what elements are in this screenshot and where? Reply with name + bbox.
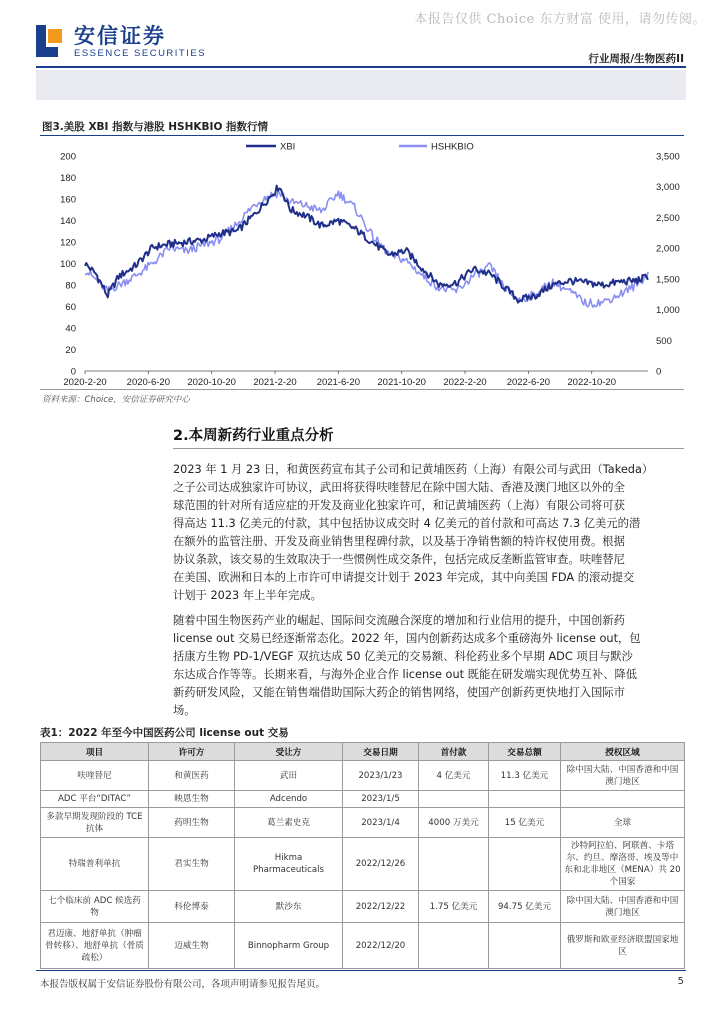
- x-tick-label: 2021-10-20: [377, 377, 426, 388]
- figure-source: 资料来源：Choice，安信证券研究中心: [42, 395, 190, 405]
- section-divider: [173, 448, 684, 449]
- paragraph-license-out-trend: [173, 612, 684, 720]
- cell-project: 多款早期发现阶段的 TCE 抗体: [41, 808, 149, 838]
- y-left-tick-label: 0: [70, 366, 76, 378]
- paragraph-line: 在美国、欧洲和日本的上市许可申请提交计划于 2023 年完成，其中向美国 FDA 的滚动提交: [173, 571, 635, 584]
- header-licensor: 许可方: [149, 743, 235, 761]
- cell-region: 除中国大陆、中国香港和中国澳门地区: [561, 761, 685, 791]
- table-row: [41, 923, 685, 969]
- cell-total: [489, 838, 561, 891]
- footer-disclaimer: 本报告版权属于安信证券股份有限公司，各项声明请参见报告尾页。: [40, 979, 326, 990]
- cell-upfront: 4 亿美元: [419, 761, 489, 791]
- cell-licensee: 葛兰素史克: [235, 808, 343, 838]
- y-right-tick-label: 3,000: [656, 182, 680, 194]
- cell-total: 11.3 亿美元: [489, 761, 561, 791]
- cell-upfront: 1.75 亿美元: [419, 891, 489, 923]
- cell-date: 2022/12/20: [343, 923, 419, 969]
- cell-total: [489, 923, 561, 969]
- y-left-tick-label: 180: [60, 173, 76, 184]
- y-right-tick-label: 500: [656, 335, 672, 347]
- cell-total: 15 亿美元: [489, 808, 561, 838]
- header-upfront: 首付款: [419, 743, 489, 761]
- cell-region: 俄罗斯和欧亚经济联盟国家地区: [561, 923, 685, 969]
- cell-date: 2023/1/4: [343, 808, 419, 838]
- paragraph-line: 括康方生物 PD-1/VEGF 双抗达成 50 亿美元的交易额、科伦药业多个早期 ADC 项目与默沙: [173, 650, 633, 663]
- table-header-row: [41, 743, 685, 761]
- y-left-tick-label: 20: [65, 345, 76, 356]
- y-left-tick-label: 80: [65, 280, 76, 292]
- header-date: 交易日期: [343, 743, 419, 761]
- paragraph-line: 球范围的针对所有适应症的开发及商业化独家许可，和记黄埔医药（上海）有限公司将可获: [173, 499, 625, 512]
- paragraph-line: license out 交易已经逐渐常态化。2022 年，国内创新药达成多个重磅海外 license out，包: [173, 632, 641, 645]
- cell-licensee: Binnopharm Group: [235, 923, 343, 969]
- y-right-tick-label: 1,000: [656, 305, 680, 317]
- y-right-tick-label: 3,500: [656, 151, 680, 163]
- table-title: 表1：2022 年至今中国医药公司 license out 交易: [40, 727, 289, 739]
- cell-project: ADC 平台“DITAC”: [41, 791, 149, 808]
- cell-date: 2023/1/23: [343, 761, 419, 791]
- paragraph-line: 随着中国生物医药产业的崛起、国际间交流融合深度的增加和行业信用的提升，中国创新药: [173, 614, 625, 627]
- table-row: [41, 791, 685, 808]
- table-row: [41, 761, 685, 791]
- x-tick-label: 2022-2-20: [443, 377, 487, 388]
- paragraph-line: 新药研发风险，又能在销售端借助国际大药企的销售网络，使国产创新药更快地打入国际市: [173, 686, 625, 699]
- paragraph-line: 在额外的监管注册、开发及商业销售里程碑付款，以及基于净销售额的特许权使用费。根据: [173, 535, 625, 548]
- series-line-xbi: [85, 186, 648, 303]
- cell-project: 七个临床前 ADC 候选药物: [41, 891, 149, 923]
- header-total: 交易总额: [489, 743, 561, 761]
- legend-label-hshkbio: HSHKBIO: [431, 141, 474, 153]
- y-right-tick-label: 1,500: [656, 274, 680, 286]
- cell-project: 呋喹替尼: [41, 761, 149, 791]
- cell-region: 沙特阿拉伯、阿联酋、卡塔尔、约旦、摩洛哥、埃及等中东和北非地区（MENA）共 20 个国家: [561, 838, 685, 891]
- cell-licensor: 药明生物: [149, 808, 235, 838]
- cell-licensor: 映恩生物: [149, 791, 235, 808]
- paragraph-line: 2023 年 1 月 23 日，和黄医药宣布其子公司和记黄埔医药（上海）有限公司与武田（Takeda）: [173, 463, 654, 476]
- figure-bottom-divider: [40, 389, 684, 390]
- cell-region: 全球: [561, 808, 685, 838]
- y-left-tick-label: 120: [60, 237, 76, 249]
- cell-licensor: 科伦博泰: [149, 891, 235, 923]
- y-right-tick-label: 2,000: [656, 243, 680, 255]
- footer-divider: [36, 970, 686, 971]
- cell-date: 2022/12/26: [343, 838, 419, 891]
- x-tick-label: 2020-2-20: [63, 377, 107, 388]
- header-project: 项目: [41, 743, 149, 761]
- y-left-tick-label: 60: [65, 302, 76, 313]
- cell-project: 特瑞普利单抗: [41, 838, 149, 891]
- cell-licensee: Hikma Pharmaceuticals: [235, 838, 343, 891]
- x-tick-label: 2021-6-20: [316, 377, 361, 388]
- cell-licensee: 默沙东: [235, 891, 343, 923]
- cell-upfront: [419, 838, 489, 891]
- y-left-tick-label: 140: [60, 216, 76, 227]
- cell-total: [489, 791, 561, 808]
- y-left-tick-label: 160: [60, 194, 76, 206]
- paragraph-line: 协议条款，该交易的生效取决于一些惯例性成交条件，包括完成反垄断监管审查。呋喹替尼: [173, 553, 625, 566]
- cell-licensor: 君实生物: [149, 838, 235, 891]
- company-name-en: ESSENCE SECURITIES: [74, 48, 207, 59]
- table-row: [41, 838, 685, 891]
- cell-licensee: Adcendo: [235, 791, 343, 808]
- x-tick-label: 2022-10-20: [567, 377, 617, 388]
- cell-date: 2023/1/5: [343, 791, 419, 808]
- x-tick-label: 2020-6-20: [126, 377, 170, 388]
- table-row: [41, 891, 685, 923]
- page-number: 5: [677, 976, 684, 987]
- cell-upfront: [419, 923, 489, 969]
- cell-project: 君迈康、地舒单抗（肿瘤骨转移）、地舒单抗（骨质疏松）: [41, 923, 149, 969]
- paragraph-line: 得高达 11.3 亿美元的付款，其中包括协议成交时 4 亿美元的首付款和可高达 7.3 亿美元的潜: [173, 517, 641, 530]
- y-left-tick-label: 40: [65, 323, 76, 335]
- paragraph-line: 场。: [173, 704, 196, 717]
- paragraph-line: 之子公司达成独家许可协议，武田将获得呋喹替尼在除中国大陆、香港及澳门地区以外的全: [173, 481, 625, 494]
- paragraph-line: 东达成合作等等。长期来看，与海外企业合作 license out 既能在研发端实现优势互补、降低: [173, 668, 638, 681]
- cell-licensor: 迈威生物: [149, 923, 235, 969]
- figure-title: 图3.美股 XBI 指数与港股 HSHKBIO 指数行情: [42, 121, 269, 133]
- header-licensee: 受让方: [235, 743, 343, 761]
- header-region: 授权区域: [561, 743, 685, 761]
- x-tick-label: 2021-2-20: [253, 377, 297, 388]
- cell-upfront: [419, 791, 489, 808]
- y-left-tick-label: 100: [60, 259, 76, 270]
- paragraph-line: 计划于 2023 年上半年完成。: [173, 589, 322, 602]
- report-type: 行业周报/生物医药II: [588, 53, 684, 65]
- x-tick-label: 2020-10-20: [187, 377, 236, 388]
- company-name-cn: 安信证券: [74, 24, 166, 48]
- index-line-chart: [0, 0, 724, 392]
- cell-date: 2022/12/22: [343, 891, 419, 923]
- y-right-tick-label: 2,500: [656, 212, 680, 224]
- cell-licensor: 和黄医药: [149, 761, 235, 791]
- x-tick-label: 2022-6-20: [506, 377, 551, 388]
- legend-label-xbi: XBI: [280, 141, 296, 153]
- y-left-tick-label: 200: [60, 151, 76, 163]
- watermark: 本报告仅供 Choice 东方财富 使用，请勿传阅。: [414, 12, 706, 27]
- section-title: 2.本周新药行业重点分析: [173, 428, 334, 444]
- y-right-tick-label: 0: [656, 366, 662, 378]
- cell-upfront: 4000 万美元: [419, 808, 489, 838]
- cell-licensee: 武田: [235, 761, 343, 791]
- paragraph-takeda-deal: [173, 461, 684, 605]
- cell-region: 除中国大陆、中国香港和中国澳门地区: [561, 891, 685, 923]
- series-line-hshkbio: [85, 191, 648, 307]
- license-out-table: [40, 742, 685, 969]
- cell-region: [561, 791, 685, 808]
- cell-total: 94.75 亿美元: [489, 891, 561, 923]
- table-row: [41, 808, 685, 838]
